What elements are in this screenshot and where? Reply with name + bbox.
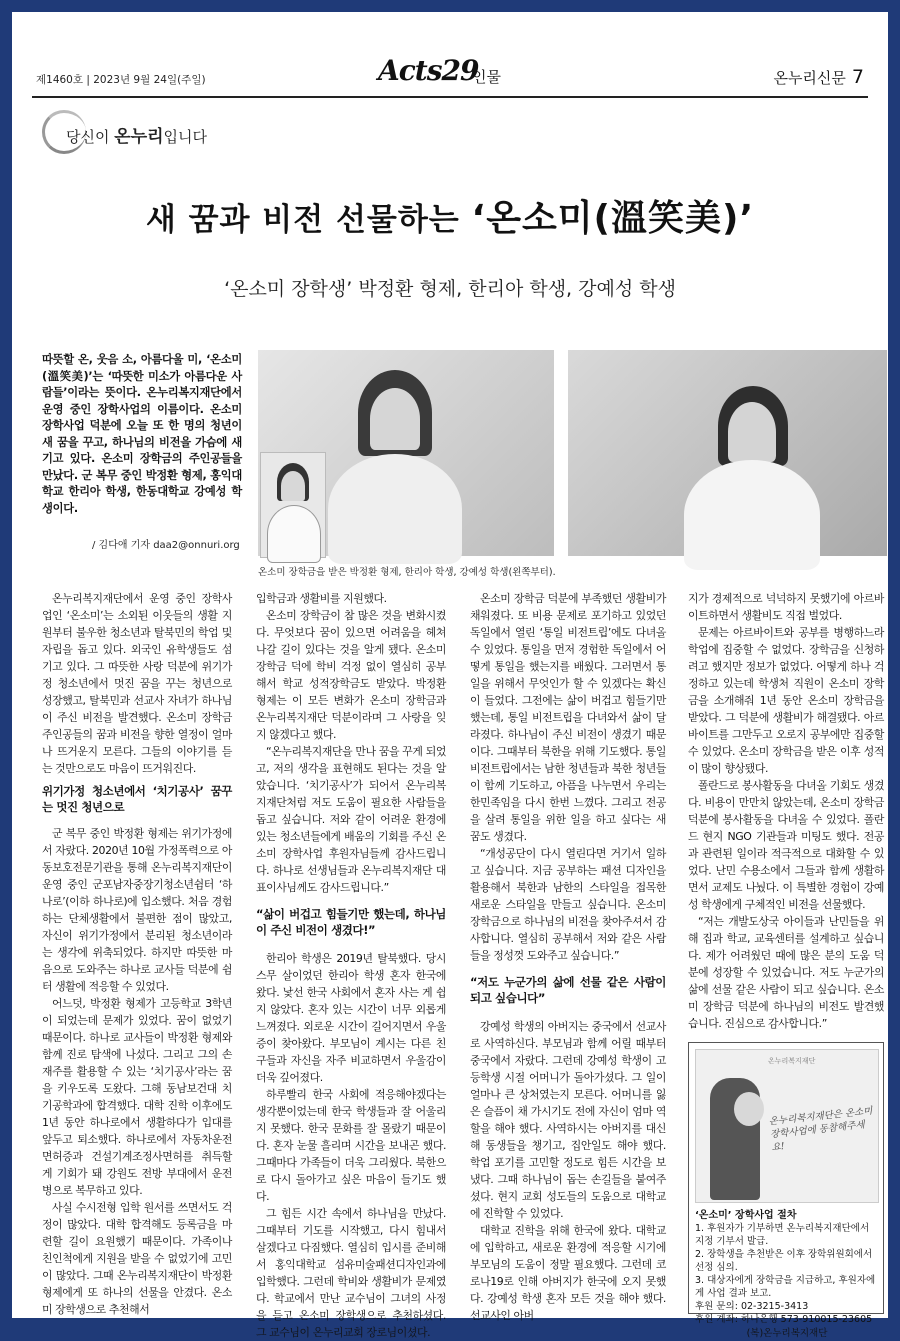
ad-step-2: 2. 장학생을 추천받은 이후 장학위원회에서 선정 심의. <box>695 1249 873 1273</box>
paper-title: 온누리신문 <box>773 69 846 87</box>
ad-image <box>695 1049 879 1203</box>
photo-park-junghwan <box>260 452 326 558</box>
paragraph: 한리아 학생은 2019년 탈북했다. 당시 스무 살이었던 한리아 학생 혼자 한국에 왔다. 낯선 한국 사회에서 혼자 사는 게 쉽지 않았다. 혼자 있는 시간이 너무 외롭게 느껴졌다. 외로운 시간이 길어지면서 우울증이 찾아왔다. 부모님이 계시는 다른 친구들과 자신을 자주 비교하면서 우울감이 더욱 깊어졌다. <box>256 952 446 1084</box>
page-number: 7 <box>851 66 864 88</box>
paragraph: 문제는 아르바이트와 공부를 병행하느라 학업에 집중할 수 없었다. 장학금을 신청하려고 했지만 정보가 없었다. 어떻게 하나 걱정하고 있는데 학생처 직원이 온소미 장학금을 소개해줘 1년 동안 온소미 장학금을 받았다. 그 덕분에 생활비가 해결됐다. 아르바이트를 그만두고 오로지 공부에만 집중할 수 있었다. 온소미 장학금을 받은 이후 성적이 많이 향상됐다. <box>688 626 884 775</box>
column-kicker <box>42 110 242 154</box>
paragraph: 온소미 장학금이 참 많은 것을 변화시켰다. 무엇보다 꿈이 있으면 어려움을 헤쳐 나갈 길이 있다는 것을 알게 됐다. 온소미 장학금 덕에 학비 걱정 없이 열심히 공부해서 학교 성적장학금도 받았다. 박정환 형제는 이 모든 변화가 온소미 장학금과 온누리복지재단 덕분이라며 그 사랑을 잊지 않겠다고 했다. <box>256 609 446 741</box>
photo-kang-yesung <box>568 350 887 556</box>
paragraph: “개성공단이 다시 열린다면 거기서 일하고 싶습니다. 지금 공부하는 패션 디자인을 활용해서 북한과 남한의 스타일을 접목한 새로운 스타일을 만들고 싶습니다. 온소미 장학금으로 하나님의 비전을 찾아주셔서 감사합니다. 열심히 공부해서 저와 같은 사람들을 정성껏 도와주고 싶습니다.” <box>470 847 666 962</box>
byline: / 김다애 기자 daa2@onnuri.org <box>92 540 240 551</box>
ad-info <box>695 1209 879 1340</box>
photo-figure-face <box>281 471 305 501</box>
ad-contact: 후원 문의: 02-3215-3413 <box>695 1301 809 1312</box>
newspaper-page <box>12 12 888 1339</box>
article-column-4 <box>688 590 884 1032</box>
paragraph: 군 복무 중인 박정환 형제는 위기가정에서 자랐다. 2020년 10월 가정폭력으로 아동보호전문기관을 통해 온누리복지재단이 운영 중인 군포남자중장기청소년쉼터 ‘하나로’(이하 하나로)에 입소했다. 처음 경험하는 단체생활에서 불편한 점이 많았고, 자신이 위기가정에서 분리된 청소년이라는 생각에 위축되었다. 하지만 따뜻한 마음으로 도와주는 하나로 교사들 덕분에 쉼터 생활에 적응할 수 있었다. <box>42 827 232 993</box>
paragraph: 폴란드로 봉사활동을 다녀올 기회도 생겼다. 비용이 만만치 않았는데, 온소미 장학금 덕분에 봉사활동을 다녀올 수 있었다. 폴란드 현지 NGO 기관들과 미팅도 했다. 전공과 관련된 일이라 적극적으로 대화할 수 있었다. 난민 수용소에서 그들과 함께 생활하면서 교제도 나눴다. 이 특별한 경험이 강예성 학생에게 구체적인 비전을 선물했다. <box>688 779 884 911</box>
paragraph: 온소미 장학금 덕분에 부족했던 생활비가 채워졌다. 또 비용 문제로 포기하고 있었던 독일에서 열린 ‘통일 비전트립’에도 다녀올 수 있었다. 통일을 먼저 경험한 독일에서 어떻게 통일을 했는지를 배웠다. 그러면서 통일을 위해서 무엇인가 할 수 있겠다는 확신이 들었다. 그전에는 삶이 버겁고 힘들기만 했는데, 통일 비전트립을 다녀와서 삶이 달라졌다. 하나님이 주신 비전이 생겼기 때문이다. 그때부터 북한을 위해 기도했다. 통일 비전트립에서는 남한 청년들과 북한 청년들이 함께 기도하고, 아픔을 나누면서 우리는 한민족임을 다시 한번 느꼈다. 그리고 전공을 살려 통일을 위한 일을 하고 싶다는 새 꿈도 생겼다. <box>470 592 666 843</box>
section-label: 인물 <box>472 68 501 86</box>
paragraph: 그 힘든 시간 속에서 하나님을 만났다. 그때부터 기도를 시작했고, 다시 힘내서 살겠다고 다짐했다. 열심히 입시를 준비해서 홍익대학교 섬유미술패션디자인과에 입학했다. 그런데 학비와 생활비가 문제였다. 학교에서 만난 교수님이 그녀의 사정을 듣고 온소미 장학생으로 추천하셨다. 그 교수님이 온누리교회 장로님이셨다. <box>256 1207 446 1339</box>
photo-figure-face <box>728 402 776 462</box>
acts29-logo: Acts29 <box>378 54 479 87</box>
ad-step-3: 3. 대상자에게 장학금을 지급하고, 후원자에게 사업 결과 보고. <box>695 1275 876 1299</box>
paragraph: 입학금과 생활비를 지원했다. <box>256 592 387 605</box>
ad-person-face <box>734 1092 764 1126</box>
paragraph: 온누리복지재단에서 운영 중인 장학사업인 ‘온소미’는 소외된 이웃들의 생활 지원부터 불우한 청소년과 탈북민의 학업 및 자립을 돕고 있다. 외국인 유학생들도 섬기고 있다. 그 따뜻한 사랑 덕분에 위기가정 청소년에서 멋진 꿈을 꾸는 청년으로 성장했고, 탈북민과 선교사 자녀가 하나님이 주신 비전을 발견했다. 온소미 장학금 주인공들의 꿈과 비전을 향한 열정이 얼마나 뜨거운지 모른다. 그들의 이야기를 듣는 것만으로도 마음이 뜨거워진다. <box>42 592 232 775</box>
headline-accent: ‘온소미(溫笑美)’ <box>471 198 755 239</box>
paragraph: 지가 경제적으로 넉넉하지 못했기에 아르바이트하면서 생활비도 직접 벌었다. <box>688 592 884 622</box>
paragraph: 사실 수시전형 입학 원서를 쓰면서도 걱정이 많았다. 대학 합격해도 등록금을 마련할 길이 요원했기 때문이다. 가족이나 친인척에게 지원을 받을 수 없었기에 고민이 많았다. 그때 온누리복지재단이 박정환 형제에게 또 하나의 선물을 안겼다. 온소미 장학생으로 추천해서 <box>42 1201 232 1316</box>
photo-figure-body <box>684 460 820 570</box>
ad-person-figure <box>710 1078 760 1200</box>
section-heading: “저도 누군가의 삶에 선물 같은 사람이 되고 싶습니다” <box>470 975 666 1005</box>
photo-figure-face <box>370 388 420 450</box>
headline-main: 새 꿈과 비전 선물하는 <box>145 202 460 238</box>
paper-name <box>773 66 864 88</box>
paragraph: “저는 개발도상국 아이들과 난민들을 위해 집과 학교, 교육센터를 설계하고 싶습니다. 제가 어려웠던 때에 많은 분의 도움 덕분에 성장할 수 있었습니다. 저도 누군가의 삶에 선물 같은 사람이 되고 싶습니다. 온소미 장학금 덕분에 하나님의 비전도 발견했습니다. 진심으로 감사합니다.” <box>688 915 884 1030</box>
paragraph: 강예성 학생의 아버지는 중국에서 선교사로 사역하신다. 부모님과 함께 어릴 때부터 중국에서 자랐다. 그런데 강예성 학생이 고등학생 시절 어머니가 돌아가셨다. 그 일이 얼마나 큰 상처였는지 모른다. 어머니를 잃은 슬픔이 채 가시기도 전에 자신이 엄마 역할을 해야 했다. 사역하시는 아버지를 대신해 동생들을 챙기고, 집안일도 해야 했다. 학업 포기를 고민할 정도로 힘든 시간을 보냈다. 그때 하나님이 돕는 손길들을 붙여주셨다. 현지 교회 성도들의 도움으로 대학교에 진학할 수 있었다. <box>470 1020 666 1220</box>
section-heading: 위기가정 청소년에서 ‘치기공사’ 꿈꾸는 멋진 청년으로 <box>42 784 232 814</box>
paragraph: “온누리복지재단을 만나 꿈을 꾸게 되었고, 저의 생각을 표현해도 된다는 것을 알았습니다. ‘치기공사’가 되어서 온누리복지재단처럼 저도 도움이 필요한 사람들을 돕고 싶습니다. 저와 같이 어려운 환경에 있는 청소년들에게 배움의 기회를 주신 온소미 장학사업 후원자님들께 감사드립니다. 하나로 선생님들과 온누리복지재단 대표이사님께도 감사드립니다.” <box>256 745 446 894</box>
kicker-prefix: 당신이 <box>66 128 110 146</box>
photo-figure-body <box>328 454 462 564</box>
subheadline: ‘온소미 장학생’ 박정환 형제, 한리아 학생, 강예성 학생 <box>224 278 676 300</box>
paragraph: 어느덧, 박정환 형제가 고등학교 3학년이 되었는데 문제가 있었다. 꿈이 없었기 때문이다. 하나로 교사들이 박정환 형제와 함께 진로 탐색에 나섰다. 그리고 그의 손재주를 활용할 수 있는 ‘치기공사’라는 꿈을 키우도록 도왔다. 그해 동남보건대 치기공학과에 합격했다. 대학 진학 이후에도 1년 동안 하나로에서 생활하다가 입대를 앞두고 퇴소했다. 하나로에서 자동차운전면허증과 건설기계조정사면허를 취득할 게 기회가 돼 강원도 전방 부대에서 운전병으로 복무하고 있다. <box>42 997 232 1197</box>
article-column-3 <box>470 590 666 1324</box>
article-column-2 <box>256 590 446 1341</box>
photo-figure-body <box>267 505 321 563</box>
ad-step-1: 1. 후원자가 기부하면 온누리복지재단에서 지정 기부서 발급. <box>695 1223 870 1247</box>
section-heading: “삶이 버겁고 힘들기만 했는데, 하나님이 주신 비전이 생겼다!” <box>256 907 446 937</box>
headline <box>12 190 888 241</box>
kicker-suffix: 입니다 <box>163 128 208 146</box>
ad-handwritten-message: 온누리복지재단은 온소미 장학사업에 동참해주세요! <box>768 1105 873 1154</box>
donation-ad-box <box>688 1042 884 1339</box>
article-column-1 <box>42 590 232 1318</box>
photo-caption: 온소미 장학금을 받은 박정환 형제, 한리아 학생, 강예성 학생(왼쪽부터). <box>258 567 556 578</box>
issue-info: 제1460호 | 2023년 9월 24일(주일) <box>36 74 206 86</box>
page-header <box>32 32 868 92</box>
paragraph: 대학교 진학을 위해 한국에 왔다. 대학교에 입학하고, 새로운 환경에 적응할 시기에 부모님의 도움이 정말 필요했다. 그런데 코로나19로 인해 아버지가 한국에 오지 못했다. 강예성 학생 혼자 모든 것을 해야 했다. 선교사인 아버 <box>470 1224 666 1322</box>
ad-title: ‘온소미’ 장학사업 절차 <box>695 1210 797 1221</box>
lead-paragraph: 따뜻할 온, 웃음 소, 아름다울 미, ‘온소미(溫笑美)’는 ‘따뜻한 미소가 아름다운 사람들’이라는 뜻이다. 온누리복지재단에서 운영 중인 장학사업의 이름이다. 온소미 장학사업 덕분에 오늘 또 한 명의 청년이 새 꿈을 꾸고, 하나님의 비전을 가슴에 새기고 있다. 온소미 장학금의 주인공들을 만났다. 군 복무 중인 박정환 형제, 홍익대학교 한리아 학생, 한동대학교 강예성 학생이다. <box>42 353 242 515</box>
ad-account: 후원 계좌: 하나은행 573-910015-23605 <box>695 1314 873 1325</box>
ad-foundation-logo: 온누리복지재단 <box>768 1057 816 1065</box>
kicker-brand: 온누리 <box>114 127 164 147</box>
header-rule <box>32 96 868 98</box>
paragraph: 하루빨리 한국 사회에 적응해야겠다는 생각뿐이었는데 한국 학생들과 잘 어울리지 못했다. 한국 문화를 잘 몰랐기 때문이다. 혼자 눈물 흘리며 시간을 보내곤 했다. 그때마다 가족들이 더욱 그리웠다. 북한으로 다시 돌아가고 싶은 마음이 들기도 했다. <box>256 1088 446 1203</box>
ad-organization: (복)온누리복지재단 <box>746 1328 828 1339</box>
